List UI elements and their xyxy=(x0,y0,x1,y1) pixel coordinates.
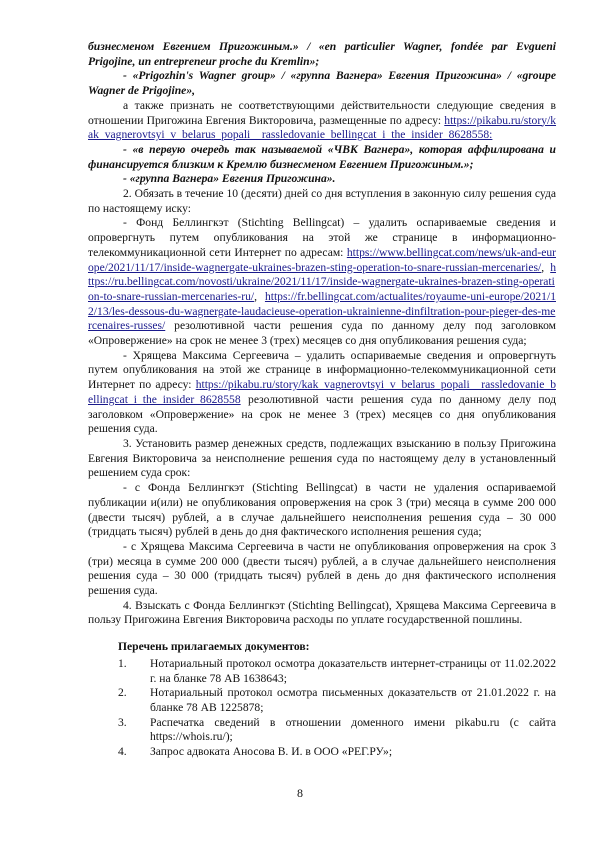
bellingcat-ru-link[interactable]: https://ru.bellingcat.com/novosti/ukraine/2021/11/17/inside-wagnergate-ukraines-brazen-sting-operation-to-snare-russian-mercenaries-ru/ xyxy=(88,260,556,303)
paragraph-bellingcat-obligation: - Фонд Беллингкэт (Stichting Bellingcat) – удалить оспариваемые сведения и опровергнуть путем опубликования на этой же странице в информационно-телекоммуникационной сети Интернет по адресам: https://www.bellingcat.com/news/uk-and-europe/2021/11/17/inside-wagnergate-ukraines-brazen-sting-operation-to-snare-russian-mercenaries/, https://ru.bellingcat.com/novosti/ukraine/2021/11/17/inside-wagnergate-ukraines-brazen-sting-operation-to-snare-russian-mercenaries-ru/, https://fr.bellingcat.com/actualites/royaume-uni-europe/2021/12/13/les-dessous-du-wagnergate-laudacieuse-operation-ukrainienne-dinfiltration-pour-pieger-des-mercenaires-russes/ резолютивной части решения суда по данному делу под заголовком «Опровержение» на срок не менее 3 (трех) месяцев со дня опубликования решения суда; xyxy=(88,216,557,348)
list-item xyxy=(88,745,556,760)
paragraph-text: резолютивной части решения суда по данному делу под заголовком «Опровержение» на срок не менее 3 (трех) месяцев со дня опубликования решения суда; xyxy=(88,319,556,348)
paragraph-text: резолютивной части решения суда по данному делу под заголовком «Опровержение» на срок не менее 3 (трех) месяцев со дня опубликования решения суда. xyxy=(88,392,557,436)
list-item xyxy=(88,686,556,715)
paragraph-penalty: 3. Установить размер денежных средств, подлежащих взысканию в пользу Пригожина Евгения Викторовича за неисполнение решения суда по настоящему делу в установленный решением суда срок: xyxy=(88,436,556,480)
list-item xyxy=(88,716,556,745)
attachments-title: Перечень прилагаемых документов: xyxy=(118,640,310,654)
paragraph-khryashchev-obligation xyxy=(88,349,556,437)
pikabu-link[interactable]: https://pikabu.ru/story/kak_vagnerovtsyi_v_belarus_popali__rassledovanie_bellingcat_i_the_insider_8628558: xyxy=(88,113,557,142)
item-text: Запрос адвоката Аносова В. И. в ООО «РЕГ.РУ»; xyxy=(150,745,393,759)
item-text: Нотариальный протокол осмотра доказательств интернет-страницы от 11.02.2022 г. на бланке 78 АВ 1638643; xyxy=(150,656,556,685)
item-number: 1. xyxy=(118,656,127,670)
paragraph-quote-group: - «Prigozhin's Wagner group» / «группа Вагнера» Евгения Пригожина» / «groupe Wagner de Prigojine», xyxy=(88,69,556,98)
bellingcat-en-link[interactable]: https://www.bellingcat.com/news/uk-and-europe/2021/11/17/inside-wagnergate-ukraines-brazen-sting-operation-to-snare-russian-mercenaries/ xyxy=(88,245,557,274)
item-number: 2. xyxy=(118,686,127,700)
paragraph-quote-pmc: - «в первую очередь так называемой «ЧВК Вагнера», которая аффилирована и финансируется близким к Кремлю бизнесменом Евгением Пригожиным.»; xyxy=(88,142,556,171)
bellingcat-fr-link[interactable]: https://fr.bellingcat.com/actualites/royaume-uni-europe/2021/12/13/les-dessous-du-wagnergate-laudacieuse-operation-ukrainienne-dinfiltration-pour-pieger-des-mercenaires-russes/ xyxy=(88,289,556,333)
pikabu-link-2[interactable]: https://pikabu.ru/story/kak_vagnerovtsyi_v_belarus_popali__rassledovanie_bellingcat_i_the_insider_8628558 xyxy=(88,378,556,406)
paragraph-penalty-bellingcat: - с Фонда Беллингкэт (Stichting Bellingcat) в части не удаления оспариваемой публикации и(или) не опубликования опровержения на срок 3 (три) месяца в сумме 200 000 (двести тысяч) рублей, а в случае дальнейшего неисполнения решения суда – 30 000 (тридцать тысяч) рублей в день до дня фактического исполнения решения суда; xyxy=(88,481,556,539)
attachments-list xyxy=(88,657,556,760)
paragraph-also-recognize xyxy=(88,99,556,143)
paragraph-oblige: 2. Обязать в течение 10 (десяти) дней со дня вступления в законную силу решения суда по настоящему иску: xyxy=(88,187,556,215)
paragraph-state-duty: 4. Взыскать с Фонда Беллингкэт (Stichting Bellingcat), Хрящева Максима Сергеевича в пользу Пригожина Евгения Викторовича расходы по уплате государственной пошлины. xyxy=(88,598,556,627)
page-number: 8 xyxy=(297,786,303,800)
item-number: 3. xyxy=(118,715,127,729)
paragraph-penalty-khryashchev: - с Хрящева Максима Сергеевича в части не опубликования опровержения на срок 3 (три) месяца в сумме 200 000 (двести тысяч) рублей, а в случае дальнейшего неисполнения решения суда – 30 000 (тридцать тысяч) рублей в день до дня фактического исполнения решения суда. xyxy=(88,539,556,598)
paragraph-quote-group-2: - «группа Вагнера» Евгения Пригожина». xyxy=(123,172,336,186)
paragraph-text: - Хрящева Максима Сергеевича – удалить оспариваемые сведения и опровергнуть путем опубликования на этой же странице в информационно-телекоммуникационной сети Интернет по адресу: xyxy=(88,348,556,392)
paragraph-text: а также признать не соответствующими действительности следующие сведения в отношении Пригожина Евгения Викторовича, размещенные по адресу: xyxy=(88,98,556,127)
item-text: Нотариальный протокол осмотра письменных доказательств от 21.01.2022 г. на бланке 78 АВ 1225878; xyxy=(150,686,556,714)
paragraph-text: - Фонд Беллингкэт (Stichting Bellingcat) – удалить оспариваемые сведения и опровергнуть путем опубликования на этой же странице в информационно-телекоммуникационной сети Интернет по адресам: xyxy=(88,216,556,259)
paragraph-quote-continuation: бизнесменом Евгением Пригожиным.» / «en particulier Wagner, fondée par Evgueni Prigojine, un entrepreneur proche du Kremlin»; xyxy=(88,40,556,68)
item-number: 4. xyxy=(118,745,127,759)
list-item xyxy=(88,657,556,686)
item-text: Распечатка сведений в отношении доменного имени pikabu.ru (с сайта https://whois.ru/); xyxy=(150,715,556,744)
